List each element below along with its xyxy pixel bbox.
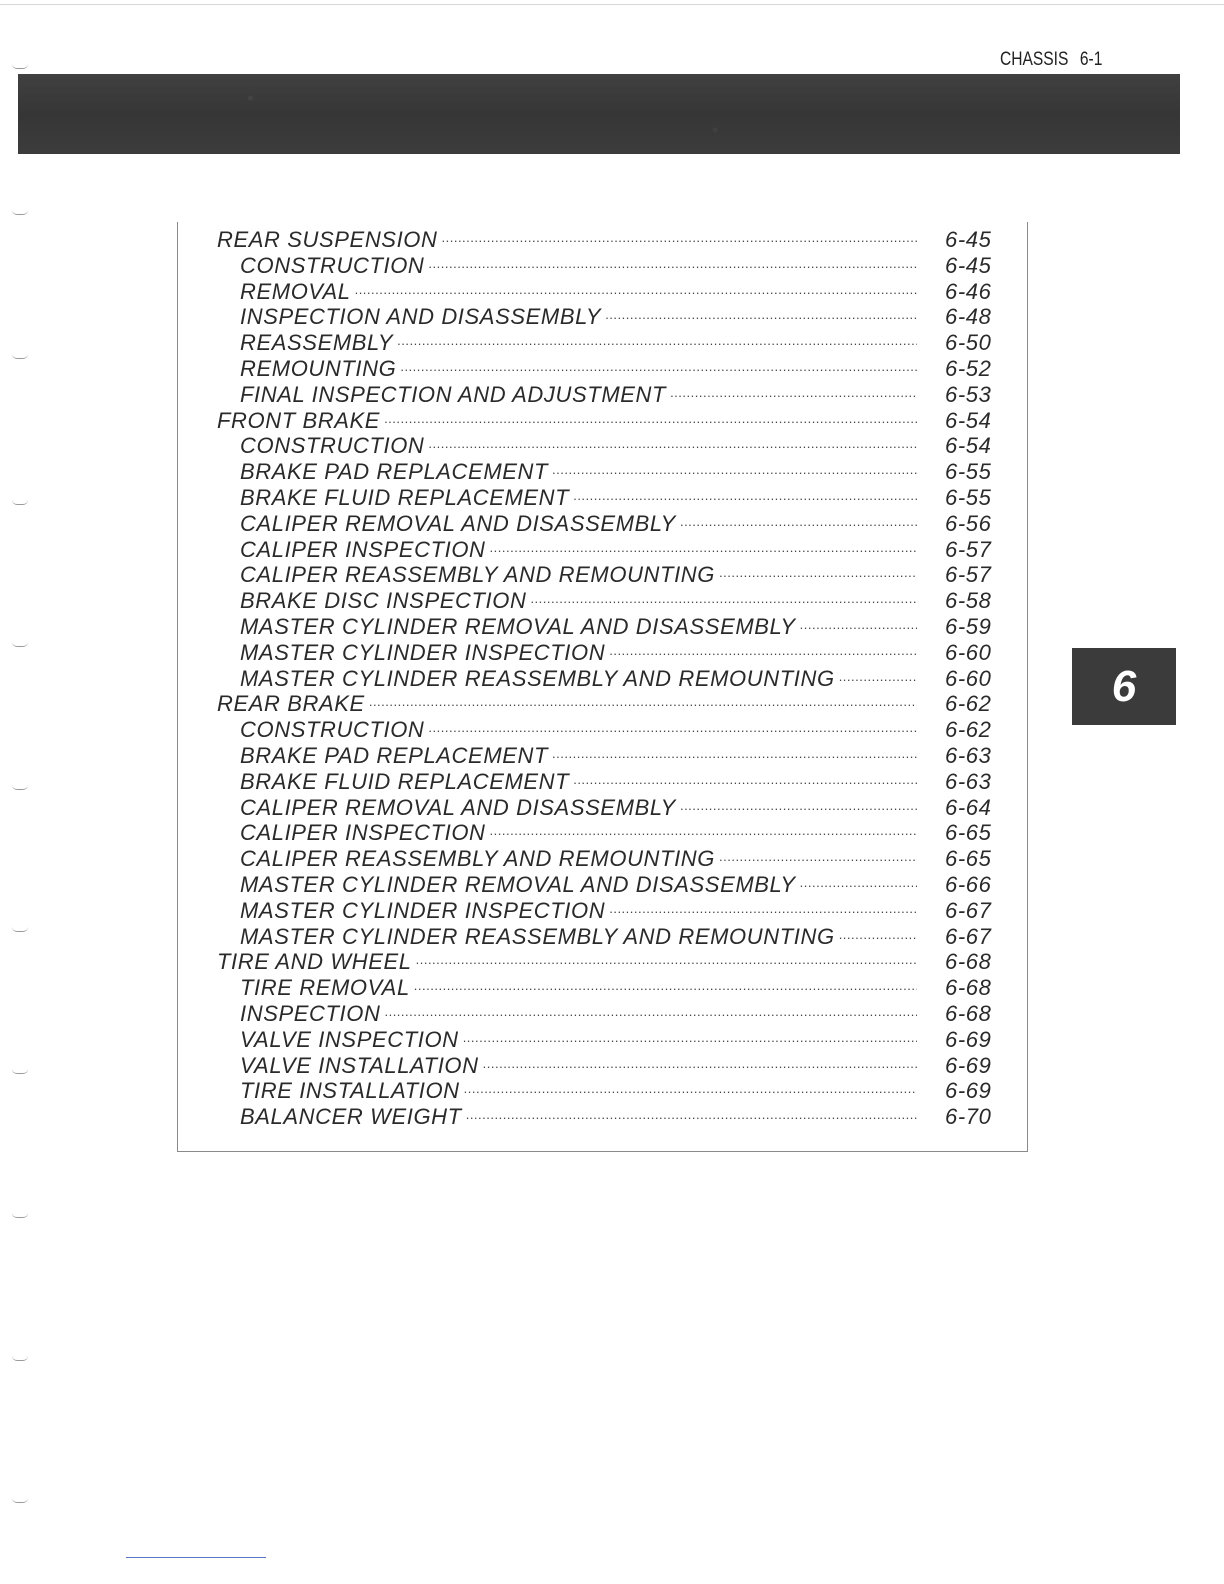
toc-entry-page-cell	[921, 459, 997, 485]
toc-entry-page-cell	[921, 562, 997, 588]
toc-subsection-entry[interactable]	[217, 1051, 997, 1077]
toc-entry-title: MASTER CYLINDER INSPECTION	[240, 639, 606, 665]
dot-leader	[355, 279, 917, 301]
dot-leader	[670, 382, 917, 404]
binder-hole-mark	[12, 785, 28, 790]
toc-entry-page-cell	[921, 872, 997, 898]
dot-leader	[609, 640, 917, 662]
dot-leader	[839, 666, 917, 688]
toc-subsection-entry[interactable]	[217, 431, 997, 457]
toc-entry-title: CALIPER INSPECTION	[240, 536, 486, 562]
dot-leader	[428, 433, 917, 455]
toc-subsection-entry[interactable]	[217, 767, 997, 793]
toc-subsection-entry[interactable]	[217, 922, 997, 948]
dot-leader	[609, 898, 917, 920]
toc-entry-page: 6-62	[945, 691, 992, 717]
toc-entry-page: 6-67	[945, 923, 992, 949]
toc-entry-page: 6-57	[945, 562, 992, 588]
dot-leader	[573, 485, 917, 507]
toc-subsection-entry[interactable]	[217, 457, 997, 483]
toc-entry-page: 6-62	[945, 717, 992, 743]
dot-leader	[719, 846, 917, 868]
dot-leader	[839, 924, 917, 946]
toc-entry-title: BRAKE PAD REPLACEMENT	[240, 459, 549, 485]
toc-entry-page-cell	[921, 614, 997, 640]
dot-leader	[483, 1053, 917, 1075]
toc-entry-title: CONSTRUCTION	[240, 717, 425, 743]
top-rule	[0, 4, 1224, 5]
toc-subsection-entry[interactable]	[217, 896, 997, 922]
footer-rule	[126, 1557, 266, 1558]
dot-leader	[800, 614, 917, 636]
dot-leader	[605, 304, 917, 326]
toc-entry-page-cell	[921, 1104, 997, 1130]
toc-entry-title: INSPECTION	[240, 1000, 381, 1026]
toc-entry-page-cell	[921, 382, 997, 408]
toc-subsection-entry[interactable]	[217, 664, 997, 690]
toc-entry-page: 6-63	[945, 768, 992, 794]
toc-entry-page-cell	[921, 1078, 997, 1104]
dot-leader	[428, 717, 917, 739]
dot-leader	[530, 588, 917, 610]
dot-leader	[442, 227, 918, 249]
toc-entry-page: 6-48	[945, 304, 992, 330]
toc-subsection-entry[interactable]	[217, 1025, 997, 1051]
binder-hole-mark	[12, 1356, 28, 1361]
toc-entry-title: FRONT BRAKE	[217, 407, 381, 433]
toc-entry-page-cell	[921, 924, 997, 950]
toc-entry-page: 6-70	[945, 1104, 992, 1130]
dot-leader	[397, 330, 917, 352]
binder-hole-mark	[12, 1213, 28, 1218]
toc-entry-page-cell	[921, 279, 997, 305]
toc-section-entry[interactable]	[217, 689, 997, 715]
toc-section-entry[interactable]	[217, 947, 997, 973]
dot-leader	[384, 1001, 917, 1023]
toc-entry-title: BRAKE DISC INSPECTION	[240, 588, 527, 614]
toc-subsection-entry[interactable]	[217, 741, 997, 767]
toc-subsection-entry[interactable]	[217, 328, 997, 354]
toc-entry-page-cell	[921, 356, 997, 382]
toc-entry-title: CALIPER REMOVAL AND DISASSEMBLY	[240, 510, 676, 536]
toc-entry-page: 6-68	[945, 949, 992, 975]
toc-subsection-entry[interactable]	[217, 715, 997, 741]
toc-entry-title: CALIPER REASSEMBLY AND REMOUNTING	[240, 562, 715, 588]
toc-entry-title: MASTER CYLINDER REASSEMBLY AND REMOUNTING	[240, 665, 835, 691]
toc-entry-page: 6-58	[945, 588, 992, 614]
toc-entry-page-cell	[921, 485, 997, 511]
dot-leader	[414, 975, 917, 997]
binder-hole-mark	[12, 64, 28, 69]
binder-hole-mark	[12, 927, 28, 932]
toc-subsection-entry[interactable]	[217, 354, 997, 380]
binder-hole-mark	[12, 354, 28, 359]
toc-subsection-entry[interactable]	[217, 535, 997, 561]
dot-leader	[552, 743, 917, 765]
page-number: 6-1	[1079, 49, 1103, 70]
toc-entry-title: MASTER CYLINDER REASSEMBLY AND REMOUNTING	[240, 923, 835, 949]
toc-entry-page-cell	[921, 717, 997, 743]
dot-leader	[490, 820, 917, 842]
toc-entry-page-cell	[921, 743, 997, 769]
toc-entry-page-cell	[921, 253, 997, 279]
toc-entry-title: REAR BRAKE	[217, 691, 365, 717]
toc-entry-page: 6-66	[945, 871, 992, 897]
section-tab	[1072, 648, 1176, 725]
toc-entry-page: 6-67	[945, 897, 992, 923]
toc-entry-title: MASTER CYLINDER REMOVAL AND DISASSEMBLY	[240, 871, 796, 897]
toc-entry-page-cell	[921, 795, 997, 821]
section-tab-label: 6	[1111, 662, 1137, 711]
toc-entry-page: 6-53	[945, 381, 992, 407]
dot-leader	[464, 1078, 917, 1100]
dot-leader	[680, 795, 917, 817]
toc-subsection-entry[interactable]	[217, 560, 997, 586]
toc-entry-page: 6-55	[945, 484, 992, 510]
table-of-contents	[217, 225, 997, 1128]
toc-entry-page: 6-59	[945, 613, 992, 639]
toc-subsection-entry[interactable]	[217, 1102, 997, 1128]
binder-hole-mark	[12, 210, 28, 215]
toc-subsection-entry[interactable]	[217, 302, 997, 328]
toc-entry-title: BRAKE FLUID REPLACEMENT	[240, 768, 570, 794]
toc-entry-page: 6-46	[945, 278, 992, 304]
toc-entry-title: MASTER CYLINDER REMOVAL AND DISASSEMBLY	[240, 613, 796, 639]
toc-entry-page: 6-65	[945, 820, 992, 846]
dot-leader	[384, 408, 917, 430]
toc-entry-page: 6-45	[945, 252, 992, 278]
toc-entry-page: 6-45	[945, 227, 992, 252]
toc-entry-page: 6-56	[945, 510, 992, 536]
toc-section-entry[interactable]	[217, 225, 997, 251]
toc-entry-page-cell	[921, 433, 997, 459]
toc-entry-page-cell	[921, 304, 997, 330]
binder-hole-mark	[12, 1498, 28, 1503]
toc-entry-title: REAR SUSPENSION	[217, 227, 438, 252]
dot-leader	[369, 691, 917, 713]
toc-entry-page: 6-54	[945, 407, 992, 433]
toc-entry-page: 6-69	[945, 1078, 992, 1104]
header-bar	[18, 74, 1180, 154]
toc-entry-title: REASSEMBLY	[240, 330, 394, 356]
toc-entry-page: 6-65	[945, 846, 992, 872]
toc-entry-page-cell	[921, 640, 997, 666]
toc-entry-title: CALIPER REMOVAL AND DISASSEMBLY	[240, 794, 676, 820]
toc-subsection-entry[interactable]	[217, 818, 997, 844]
dot-leader	[552, 459, 917, 481]
toc-entry-title: TIRE INSTALLATION	[240, 1078, 460, 1104]
section-label: CHASSIS	[1000, 49, 1069, 70]
dot-leader	[490, 537, 917, 559]
toc-entry-page-cell	[921, 949, 997, 975]
toc-entry-title: VALVE INSTALLATION	[240, 1052, 479, 1078]
toc-entry-title: BRAKE PAD REPLACEMENT	[240, 742, 549, 768]
dot-leader	[466, 1104, 917, 1126]
toc-entry-title: CALIPER REASSEMBLY AND REMOUNTING	[240, 846, 715, 872]
toc-subsection-entry[interactable]	[217, 277, 997, 303]
dot-leader	[800, 872, 917, 894]
toc-subsection-entry[interactable]	[217, 483, 997, 509]
toc-entry-title: BRAKE FLUID REPLACEMENT	[240, 484, 570, 510]
toc-entry-title: CONSTRUCTION	[240, 433, 425, 459]
toc-entry-page: 6-68	[945, 975, 992, 1001]
toc-entry-page: 6-68	[945, 1000, 992, 1026]
toc-subsection-entry[interactable]	[217, 973, 997, 999]
toc-entry-page-cell	[921, 1001, 997, 1027]
toc-entry-title: CALIPER INSPECTION	[240, 820, 486, 846]
toc-entry-page-cell	[921, 769, 997, 795]
toc-subsection-entry[interactable]	[217, 586, 997, 612]
page-header	[1000, 49, 1102, 71]
toc-entry-title: TIRE AND WHEEL	[217, 949, 412, 975]
dot-leader	[719, 562, 917, 584]
toc-entry-page-cell	[921, 1027, 997, 1053]
toc-subsection-entry[interactable]	[217, 638, 997, 664]
toc-subsection-entry[interactable]	[217, 793, 997, 819]
toc-entry-page-cell	[921, 511, 997, 537]
toc-entry-title: CONSTRUCTION	[240, 252, 425, 278]
toc-entry-page: 6-54	[945, 433, 992, 459]
dot-leader	[463, 1027, 917, 1049]
toc-subsection-entry[interactable]	[217, 509, 997, 535]
toc-entry-title: VALVE INSPECTION	[240, 1026, 459, 1052]
toc-entry-page-cell	[921, 588, 997, 614]
toc-entry-page-cell	[921, 537, 997, 563]
toc-subsection-entry[interactable]	[217, 612, 997, 638]
toc-entry-page-cell	[921, 846, 997, 872]
toc-subsection-entry[interactable]	[217, 1076, 997, 1102]
toc-entry-page: 6-64	[945, 794, 992, 820]
toc-entry-page-cell	[921, 330, 997, 356]
binder-hole-mark	[12, 500, 28, 505]
binder-hole-mark	[12, 1069, 28, 1074]
toc-entry-page: 6-55	[945, 459, 992, 485]
toc-entry-title: MASTER CYLINDER INSPECTION	[240, 897, 606, 923]
toc-entry-page-cell	[921, 975, 997, 1001]
toc-entry-page: 6-63	[945, 742, 992, 768]
dot-leader	[416, 949, 917, 971]
toc-entry-page: 6-69	[945, 1026, 992, 1052]
dot-leader	[573, 769, 917, 791]
toc-entry-title: REMOUNTING	[240, 355, 397, 381]
toc-entry-page: 6-60	[945, 639, 992, 665]
toc-entry-page-cell	[921, 691, 997, 717]
toc-entry-page-cell	[921, 820, 997, 846]
toc-entry-page-cell	[921, 666, 997, 692]
toc-subsection-entry[interactable]	[217, 870, 997, 896]
dot-leader	[428, 253, 917, 275]
toc-entry-title: REMOVAL	[240, 278, 351, 304]
dot-leader	[680, 511, 917, 533]
toc-entry-page: 6-57	[945, 536, 992, 562]
toc-subsection-entry[interactable]	[217, 844, 997, 870]
toc-entry-page: 6-69	[945, 1052, 992, 1078]
toc-subsection-entry[interactable]	[217, 380, 997, 406]
toc-subsection-entry[interactable]	[217, 999, 997, 1025]
toc-entry-page: 6-52	[945, 355, 992, 381]
toc-entry-page: 6-50	[945, 330, 992, 356]
toc-entry-page-cell	[921, 408, 997, 434]
toc-entry-title: INSPECTION AND DISASSEMBLY	[240, 304, 602, 330]
toc-entry-title: FINAL INSPECTION AND ADJUSTMENT	[240, 381, 667, 407]
toc-section-entry[interactable]	[217, 406, 997, 432]
toc-entry-page: 6-60	[945, 665, 992, 691]
toc-entry-title: TIRE REMOVAL	[240, 975, 410, 1001]
toc-subsection-entry[interactable]	[217, 251, 997, 277]
toc-entry-page-cell	[921, 898, 997, 924]
toc-entry-page-cell	[921, 1053, 997, 1079]
toc-entry-title: BALANCER WEIGHT	[240, 1104, 462, 1130]
dot-leader	[400, 356, 917, 378]
binder-hole-mark	[12, 642, 28, 647]
toc-entry-page-cell	[921, 227, 997, 253]
